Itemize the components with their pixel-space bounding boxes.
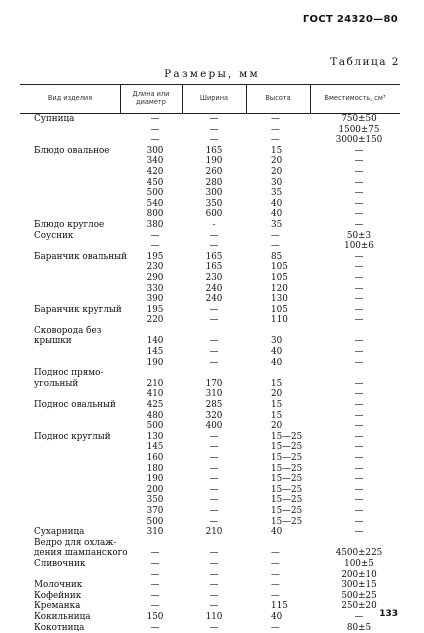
- length-value: 390: [138, 294, 172, 305]
- width-value: —: [196, 114, 232, 125]
- width-value: —: [196, 231, 232, 242]
- capacity-value: —: [327, 485, 391, 496]
- length-value: —: [138, 241, 172, 252]
- height-value: 15: [271, 146, 315, 157]
- length-value: —: [138, 548, 172, 559]
- width-value: 165: [196, 146, 232, 157]
- header-product-type: Вид изделия: [20, 85, 120, 113]
- table-row: [0, 570, 424, 581]
- length-value: 330: [138, 284, 172, 295]
- width-value: —: [196, 517, 232, 528]
- length-value: 500: [138, 421, 172, 432]
- capacity-value: —: [327, 612, 391, 623]
- table-row: [0, 464, 424, 475]
- capacity-value: —: [327, 156, 391, 167]
- capacity-value: —: [327, 400, 391, 411]
- table-row: [0, 220, 424, 231]
- length-value: 300: [138, 146, 172, 157]
- height-value: —: [271, 623, 315, 633]
- product-name: Сухарница: [34, 527, 84, 538]
- height-value: 30: [271, 178, 315, 189]
- table-row: [0, 559, 424, 570]
- height-value: 130: [271, 294, 315, 305]
- capacity-value: 3000±150: [327, 135, 391, 146]
- length-value: 160: [138, 453, 172, 464]
- product-name: Блюдо овальное: [34, 146, 109, 157]
- width-value: —: [196, 559, 232, 570]
- table-label: Таблица 2: [330, 56, 400, 68]
- length-value: —: [138, 623, 172, 633]
- length-value: 340: [138, 156, 172, 167]
- height-value: 110: [271, 315, 315, 326]
- capacity-value: —: [327, 220, 391, 231]
- capacity-value: —: [327, 347, 391, 358]
- height-value: 105: [271, 262, 315, 273]
- width-value: —: [196, 432, 232, 443]
- height-value: 40: [271, 527, 315, 538]
- width-value: —: [196, 442, 232, 453]
- capacity-value: —: [327, 262, 391, 273]
- table-row: [0, 379, 424, 390]
- capacity-value: —: [327, 294, 391, 305]
- length-value: 145: [138, 347, 172, 358]
- capacity-value: —: [327, 188, 391, 199]
- header-length-diameter: Длина или диаметр: [120, 85, 182, 113]
- capacity-value: —: [327, 527, 391, 538]
- header-height: Высота: [246, 85, 310, 113]
- height-value: 15—25: [271, 506, 315, 517]
- width-value: —: [196, 570, 232, 581]
- header-width: Ширина: [182, 85, 246, 113]
- table-row: [0, 442, 424, 453]
- width-value: —: [196, 305, 232, 316]
- page-number: 133: [379, 609, 398, 619]
- capacity-value: —: [327, 464, 391, 475]
- length-value: 370: [138, 506, 172, 517]
- capacity-value: —: [327, 315, 391, 326]
- height-value: —: [271, 559, 315, 570]
- length-value: 220: [138, 315, 172, 326]
- length-value: —: [138, 231, 172, 242]
- length-value: —: [138, 135, 172, 146]
- table-row: [0, 474, 424, 485]
- capacity-value: —: [327, 358, 391, 369]
- length-value: 380: [138, 220, 172, 231]
- length-value: 210: [138, 379, 172, 390]
- length-value: —: [138, 570, 172, 581]
- width-value: —: [196, 125, 232, 136]
- table-row: [0, 389, 424, 400]
- table-row: [0, 315, 424, 326]
- height-value: 40: [271, 199, 315, 210]
- width-value: 110: [196, 612, 232, 623]
- capacity-value: —: [327, 252, 391, 263]
- product-name: Поднос прямо-: [34, 368, 103, 379]
- table-row: [0, 527, 424, 538]
- width-value: 230: [196, 273, 232, 284]
- table-row: [0, 199, 424, 210]
- capacity-value: 200±10: [327, 570, 391, 581]
- standard-number: ГОСТ 24320—80: [303, 14, 398, 25]
- product-name: Ведро для охлаж-: [34, 538, 116, 549]
- height-value: 35: [271, 220, 315, 231]
- height-value: 35: [271, 188, 315, 199]
- product-name: дения шампанского: [34, 548, 128, 559]
- capacity-value: —: [327, 411, 391, 422]
- header-capacity: Вместимость, см³: [310, 85, 400, 113]
- height-value: 15—25: [271, 517, 315, 528]
- length-value: 425: [138, 400, 172, 411]
- length-value: —: [138, 601, 172, 612]
- length-value: 190: [138, 358, 172, 369]
- width-value: —: [196, 601, 232, 612]
- width-value: 350: [196, 199, 232, 210]
- length-value: 290: [138, 273, 172, 284]
- height-value: 15—25: [271, 495, 315, 506]
- height-value: 40: [271, 209, 315, 220]
- width-value: 300: [196, 188, 232, 199]
- height-value: 20: [271, 156, 315, 167]
- height-value: 115: [271, 601, 315, 612]
- product-name: Супница: [34, 114, 74, 125]
- table-row: [0, 156, 424, 167]
- capacity-value: —: [327, 209, 391, 220]
- width-value: —: [196, 241, 232, 252]
- capacity-value: 500±25: [327, 591, 391, 602]
- width-value: —: [196, 474, 232, 485]
- height-value: 40: [271, 612, 315, 623]
- table-row: [0, 591, 424, 602]
- width-value: 240: [196, 284, 232, 295]
- product-name: Поднос овальный: [34, 400, 116, 411]
- table-row: [0, 506, 424, 517]
- length-value: 145: [138, 442, 172, 453]
- table-title: Размеры, мм: [0, 68, 424, 80]
- width-value: 320: [196, 411, 232, 422]
- capacity-value: 250±20: [327, 601, 391, 612]
- capacity-value: —: [327, 474, 391, 485]
- length-value: 195: [138, 305, 172, 316]
- height-value: —: [271, 241, 315, 252]
- length-value: 230: [138, 262, 172, 273]
- width-value: —: [196, 464, 232, 475]
- table-row: [0, 485, 424, 496]
- height-value: 15—25: [271, 442, 315, 453]
- height-value: 20: [271, 389, 315, 400]
- height-value: 15—25: [271, 432, 315, 443]
- width-value: —: [196, 591, 232, 602]
- width-value: —: [196, 623, 232, 633]
- capacity-value: 4500±225: [327, 548, 391, 559]
- product-name: Поднос круглый: [34, 432, 111, 443]
- width-value: 260: [196, 167, 232, 178]
- product-name: Соусник: [34, 231, 73, 242]
- width-value: —: [196, 358, 232, 369]
- height-value: 15—25: [271, 485, 315, 496]
- table-row: [0, 125, 424, 136]
- capacity-value: —: [327, 146, 391, 157]
- table-row: [0, 358, 424, 369]
- width-value: —: [196, 495, 232, 506]
- height-value: —: [271, 135, 315, 146]
- product-name: Блюдо круглое: [34, 220, 104, 231]
- height-value: 15—25: [271, 453, 315, 464]
- width-value: 400: [196, 421, 232, 432]
- height-value: 15—25: [271, 474, 315, 485]
- table-row: [0, 262, 424, 273]
- capacity-value: —: [327, 432, 391, 443]
- product-name: крышки: [34, 336, 72, 347]
- table-row: [0, 347, 424, 358]
- table-row: [0, 209, 424, 220]
- capacity-value: —: [327, 421, 391, 432]
- capacity-value: —: [327, 517, 391, 528]
- length-value: 500: [138, 517, 172, 528]
- height-value: 15: [271, 400, 315, 411]
- length-value: 410: [138, 389, 172, 400]
- width-value: —: [196, 506, 232, 517]
- table-row: [0, 432, 424, 443]
- table-row: [0, 336, 424, 347]
- product-name: Баранчик круглый: [34, 305, 122, 316]
- capacity-value: —: [327, 178, 391, 189]
- length-value: 480: [138, 411, 172, 422]
- width-value: 210: [196, 527, 232, 538]
- width-value: 190: [196, 156, 232, 167]
- height-value: 30: [271, 336, 315, 347]
- height-value: —: [271, 125, 315, 136]
- capacity-value: —: [327, 379, 391, 390]
- height-value: 105: [271, 273, 315, 284]
- width-value: 240: [196, 294, 232, 305]
- length-value: 450: [138, 178, 172, 189]
- height-value: 15: [271, 379, 315, 390]
- table-row: [0, 284, 424, 295]
- height-value: 105: [271, 305, 315, 316]
- capacity-value: —: [327, 273, 391, 284]
- length-value: 800: [138, 209, 172, 220]
- capacity-value: —: [327, 506, 391, 517]
- width-value: —: [196, 347, 232, 358]
- length-value: —: [138, 125, 172, 136]
- product-name: Кокотница: [34, 623, 84, 633]
- product-name: Молочник: [34, 580, 82, 591]
- table-row: [0, 368, 424, 379]
- capacity-value: 100±5: [327, 559, 391, 570]
- table-row: [0, 453, 424, 464]
- capacity-value: —: [327, 495, 391, 506]
- capacity-value: —: [327, 336, 391, 347]
- width-value: 165: [196, 252, 232, 263]
- width-value: 310: [196, 389, 232, 400]
- product-name: Сливочник: [34, 559, 85, 570]
- height-value: 20: [271, 421, 315, 432]
- table-row: [0, 517, 424, 528]
- table-row: [0, 400, 424, 411]
- product-name: угольный: [34, 379, 78, 390]
- height-value: —: [271, 570, 315, 581]
- capacity-value: —: [327, 389, 391, 400]
- width-value: —: [196, 580, 232, 591]
- table-header: [20, 84, 400, 114]
- length-value: 200: [138, 485, 172, 496]
- table-row: [0, 601, 424, 612]
- height-value: 120: [271, 284, 315, 295]
- height-value: 40: [271, 358, 315, 369]
- height-value: —: [271, 231, 315, 242]
- table-row: [0, 612, 424, 623]
- product-name: Кокильница: [34, 612, 90, 623]
- table-row: [0, 135, 424, 146]
- table-row: [0, 231, 424, 242]
- table-row: [0, 273, 424, 284]
- table-row: [0, 178, 424, 189]
- capacity-value: 1500±75: [327, 125, 391, 136]
- table-row: [0, 538, 424, 549]
- length-value: 190: [138, 474, 172, 485]
- table-row: [0, 411, 424, 422]
- width-value: 600: [196, 209, 232, 220]
- capacity-value: —: [327, 453, 391, 464]
- length-value: —: [138, 591, 172, 602]
- length-value: 420: [138, 167, 172, 178]
- width-value: 165: [196, 262, 232, 273]
- height-value: —: [271, 114, 315, 125]
- length-value: 150: [138, 612, 172, 623]
- height-value: 40: [271, 347, 315, 358]
- length-value: 350: [138, 495, 172, 506]
- length-value: 195: [138, 252, 172, 263]
- height-value: —: [271, 591, 315, 602]
- width-value: —: [196, 548, 232, 559]
- height-value: 85: [271, 252, 315, 263]
- capacity-value: —: [327, 167, 391, 178]
- product-name: Баранчик овальный: [34, 252, 127, 263]
- length-value: —: [138, 114, 172, 125]
- width-value: —: [196, 336, 232, 347]
- height-value: 15—25: [271, 464, 315, 475]
- width-value: —: [196, 453, 232, 464]
- height-value: 15: [271, 411, 315, 422]
- table-row: [0, 495, 424, 506]
- length-value: —: [138, 559, 172, 570]
- table-row: [0, 623, 424, 633]
- length-value: 500: [138, 188, 172, 199]
- table-row: [0, 548, 424, 559]
- height-value: —: [271, 548, 315, 559]
- table-row: [0, 188, 424, 199]
- length-value: 540: [138, 199, 172, 210]
- product-name: Креманка: [34, 601, 80, 612]
- capacity-value: —: [327, 199, 391, 210]
- width-value: —: [196, 315, 232, 326]
- capacity-value: 100±6: [327, 241, 391, 252]
- length-value: 180: [138, 464, 172, 475]
- table-row: [0, 294, 424, 305]
- width-value: 280: [196, 178, 232, 189]
- width-value: 170: [196, 379, 232, 390]
- table-row: [0, 305, 424, 316]
- table-row: [0, 114, 424, 125]
- capacity-value: —: [327, 284, 391, 295]
- capacity-value: —: [327, 442, 391, 453]
- height-value: —: [271, 580, 315, 591]
- capacity-value: 300±15: [327, 580, 391, 591]
- product-name: Кофейник: [34, 591, 81, 602]
- length-value: 310: [138, 527, 172, 538]
- capacity-value: 50±3: [327, 231, 391, 242]
- table-row: [0, 580, 424, 591]
- table-body: [0, 114, 424, 633]
- table-row: [0, 146, 424, 157]
- length-value: 130: [138, 432, 172, 443]
- table-row: [0, 241, 424, 252]
- table-row: [0, 326, 424, 337]
- product-name: Сковорода без: [34, 326, 101, 337]
- width-value: —: [196, 485, 232, 496]
- table-row: [0, 167, 424, 178]
- length-value: 140: [138, 336, 172, 347]
- table-row: [0, 252, 424, 263]
- width-value: —: [196, 135, 232, 146]
- height-value: 20: [271, 167, 315, 178]
- capacity-value: —: [327, 305, 391, 316]
- table-row: [0, 421, 424, 432]
- length-value: —: [138, 580, 172, 591]
- width-value: 285: [196, 400, 232, 411]
- width-value: -: [196, 220, 232, 231]
- capacity-value: 750±50: [327, 114, 391, 125]
- capacity-value: 80±5: [327, 623, 391, 633]
